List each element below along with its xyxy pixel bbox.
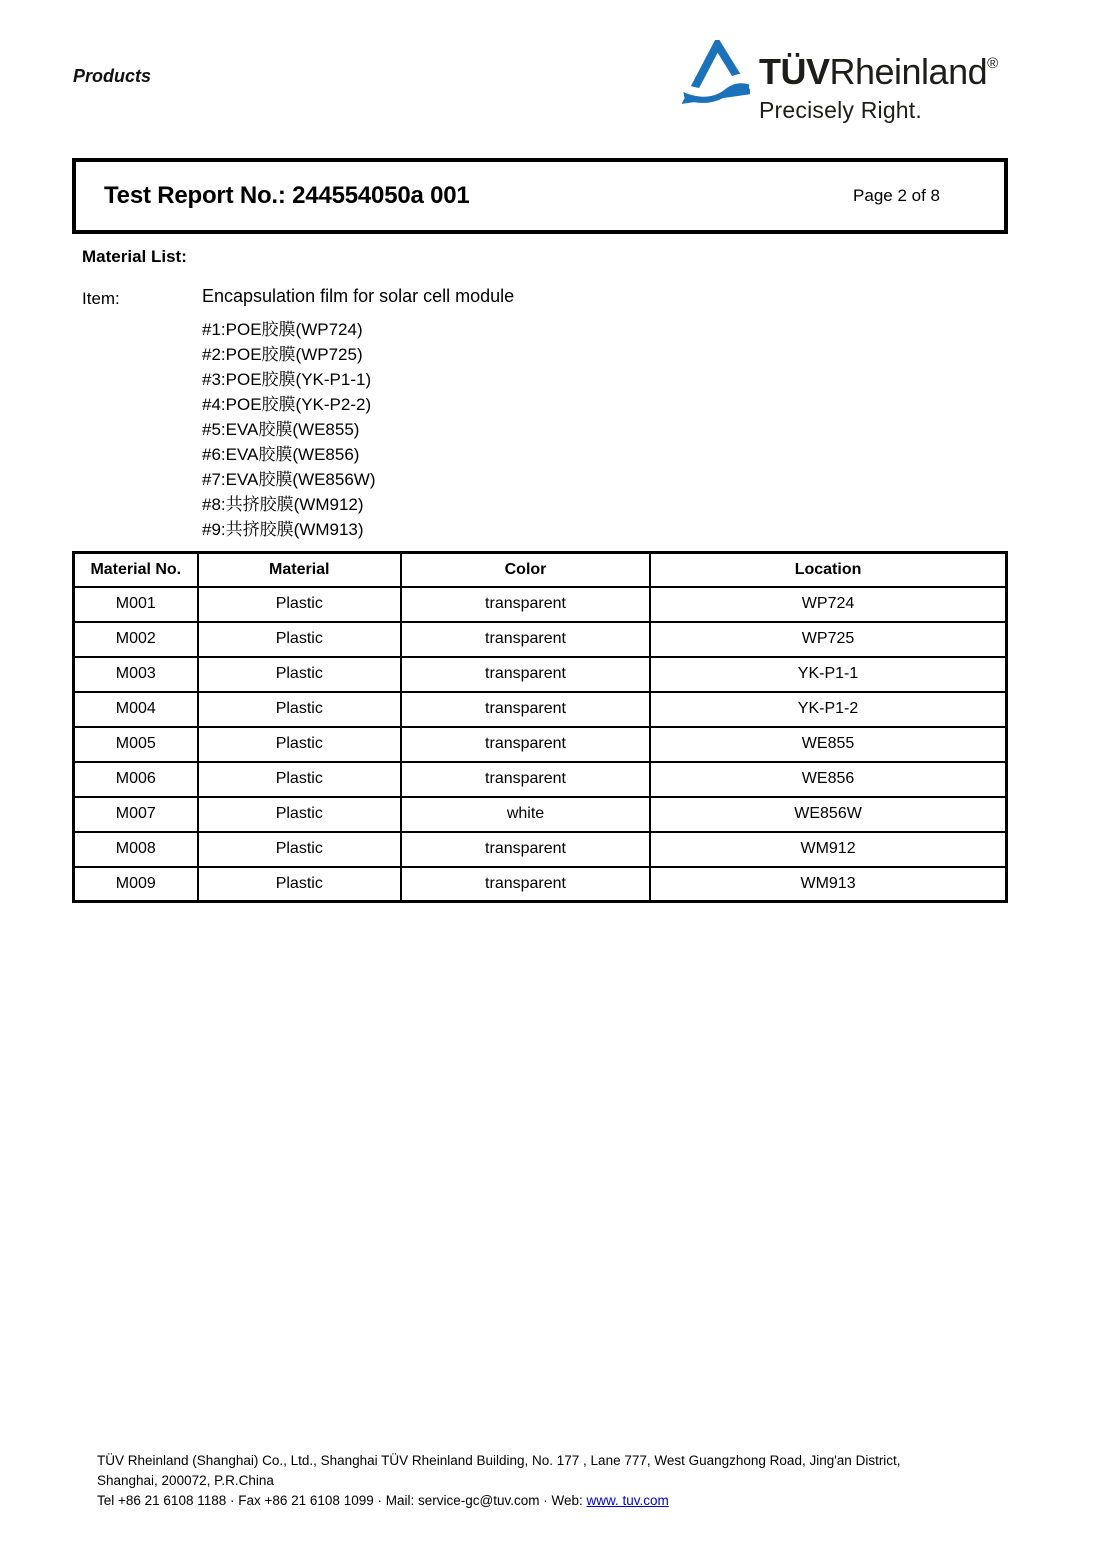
table-row — [74, 762, 1007, 797]
table-row — [74, 622, 1007, 657]
material-table-body — [74, 587, 1007, 902]
table-cell: M008 — [74, 832, 198, 867]
footer-web-link[interactable]: www. tuv.com — [586, 1493, 669, 1508]
page-footer — [97, 1451, 901, 1511]
item-description: Encapsulation film for solar cell module — [202, 286, 515, 306]
table-cell: Plastic — [198, 797, 401, 832]
footer-contact-text: Tel +86 21 6108 1188 · Fax +86 21 6108 1099 · Mail: service-gc@tuv.com · Web: — [97, 1493, 587, 1508]
material-item: #9:共挤胶膜(WM913) — [202, 520, 364, 539]
material-list-heading: Material List: — [82, 247, 187, 266]
products-header-label: Products — [73, 66, 152, 86]
material-item: #7:EVA胶膜(WE856W) — [202, 470, 376, 489]
material-item: #3:POE胶膜(YK-P1-1) — [202, 370, 372, 389]
table-cell: WE856 — [650, 762, 1006, 797]
table-cell: M003 — [74, 657, 198, 692]
logo-tagline: Precisely Right. — [759, 97, 922, 123]
table-row — [74, 587, 1007, 622]
table-cell: Plastic — [198, 832, 401, 867]
table-cell: transparent — [401, 727, 650, 762]
footer-contact-line — [97, 1491, 901, 1511]
table-cell: transparent — [401, 692, 650, 727]
column-header-material-no: Material No. — [74, 553, 198, 587]
table-cell: M009 — [74, 867, 198, 902]
table-cell: WM913 — [650, 867, 1006, 902]
table-cell: WM912 — [650, 832, 1006, 867]
material-item: #6:EVA胶膜(WE856) — [202, 445, 360, 464]
table-cell: Plastic — [198, 692, 401, 727]
table-cell: M004 — [74, 692, 198, 727]
table-cell: Plastic — [198, 657, 401, 692]
table-cell: M006 — [74, 762, 198, 797]
registered-trademark-icon: ® — [987, 55, 998, 72]
table-row — [74, 657, 1007, 692]
table-cell: WP725 — [650, 622, 1006, 657]
logo-brand-regular: Rheinland — [829, 51, 988, 92]
material-item: #8:共挤胶膜(WM912) — [202, 495, 364, 514]
table-cell: M001 — [74, 587, 198, 622]
table-cell: M005 — [74, 727, 198, 762]
table-cell: transparent — [401, 832, 650, 867]
table-cell: WP724 — [650, 587, 1006, 622]
material-item: #1:POE胶膜(WP724) — [202, 320, 363, 339]
report-title: Test Report No.: 244554050a 001 — [104, 182, 470, 209]
page-indicator: Page 2 of 8 — [853, 186, 940, 205]
column-header-location: Location — [650, 553, 1006, 587]
tuv-rheinland-logo — [682, 40, 998, 124]
table-cell: transparent — [401, 622, 650, 657]
report-title-box — [72, 158, 1008, 234]
footer-address-line1: TÜV Rheinland (Shanghai) Co., Ltd., Shanghai TÜV Rheinland Building, No. 177 , Lane 777, West Guangzhong Road, Jing'an District, — [97, 1453, 901, 1468]
table-cell: YK-P1-1 — [650, 657, 1006, 692]
table-cell: transparent — [401, 587, 650, 622]
table-cell: white — [401, 797, 650, 832]
table-cell: YK-P1-2 — [650, 692, 1006, 727]
material-item: #2:POE胶膜(WP725) — [202, 345, 363, 364]
tuv-triangle-icon — [682, 40, 750, 106]
item-label: Item: — [82, 289, 120, 308]
table-cell: Plastic — [198, 622, 401, 657]
logo-brand-bold: TÜV — [759, 51, 830, 92]
material-items — [202, 317, 376, 542]
material-table — [72, 551, 1008, 903]
material-item: #4:POE胶膜(YK-P2-2) — [202, 395, 372, 414]
table-header-row — [74, 553, 1007, 587]
table-cell: Plastic — [198, 762, 401, 797]
table-cell: Plastic — [198, 727, 401, 762]
material-item: #5:EVA胶膜(WE855) — [202, 420, 360, 439]
logo-text-block — [759, 40, 998, 124]
table-cell: WE855 — [650, 727, 1006, 762]
footer-address-line2: Shanghai, 200072, P.R.China — [97, 1473, 274, 1488]
table-row — [74, 797, 1007, 832]
table-cell: transparent — [401, 867, 650, 902]
table-row — [74, 867, 1007, 902]
table-row — [74, 692, 1007, 727]
table-cell: transparent — [401, 657, 650, 692]
table-cell: Plastic — [198, 867, 401, 902]
table-cell: Plastic — [198, 587, 401, 622]
table-cell: M007 — [74, 797, 198, 832]
column-header-color: Color — [401, 553, 650, 587]
table-row — [74, 832, 1007, 867]
table-cell: M002 — [74, 622, 198, 657]
table-cell: WE856W — [650, 797, 1006, 832]
logo-wordmark — [759, 51, 998, 92]
table-row — [74, 727, 1007, 762]
table-cell: transparent — [401, 762, 650, 797]
column-header-material: Material — [198, 553, 401, 587]
